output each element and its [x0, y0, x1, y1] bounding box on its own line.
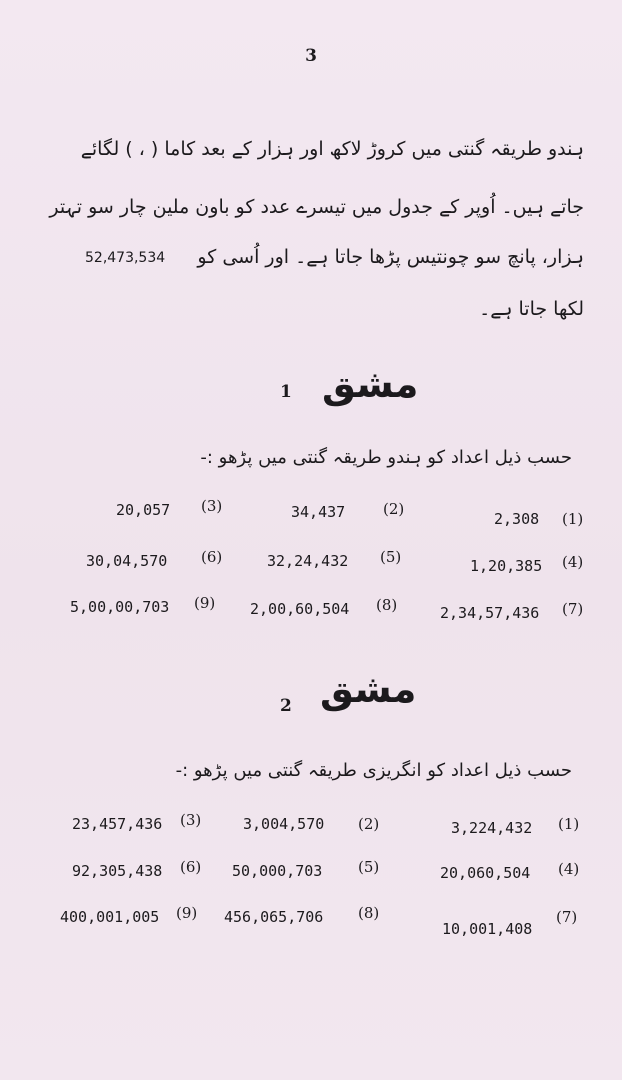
exercise-1-marker: (2) — [383, 500, 405, 518]
exercise-1-marker: (6) — [201, 548, 223, 566]
exercise-1-value: 30,04,570 — [86, 552, 168, 570]
exercise-2-marker: (8) — [358, 904, 380, 922]
exercise-2-value: 3,224,432 — [451, 819, 533, 837]
exercise-1-marker: (7) — [562, 600, 584, 618]
exercise-2-title: مشق — [320, 667, 417, 711]
exercise-1-value: 2,308 — [494, 510, 540, 528]
paragraph-inline-number: 52,473,534 — [85, 250, 166, 266]
exercise-1-value: 5,00,00,703 — [70, 598, 170, 616]
exercise-2-value: 10,001,408 — [442, 920, 533, 938]
exercise-1-number: 1 — [280, 382, 292, 402]
exercise-1-value: 20,057 — [116, 501, 171, 519]
exercise-2-marker: (4) — [558, 860, 580, 878]
exercise-1-marker: (3) — [201, 497, 223, 515]
paragraph-line-2: جاتے ہیں۔ اُوپر کے جدول میں تیسرے عدد کو باون ملین چار سو تہتر — [49, 196, 584, 218]
exercise-1-marker: (5) — [380, 548, 402, 566]
exercise-1-value: 2,00,60,504 — [250, 600, 350, 618]
exercise-1-title: مشق — [322, 362, 419, 406]
exercise-2-marker: (6) — [180, 858, 202, 876]
exercise-1-value: 32,24,432 — [267, 552, 349, 570]
page-number: 3 — [305, 46, 317, 66]
paragraph-line-4: لکھا جاتا ہے۔ — [479, 298, 584, 320]
exercise-2-marker: (1) — [558, 815, 580, 833]
exercise-2-marker: (3) — [180, 811, 202, 829]
exercise-1-value: 34,437 — [291, 503, 346, 521]
paragraph-line-1: ہندو طریقہ گنتی میں کروڑ لاکھ اور ہزار کے بعد کاما ( ، ) لگائے — [80, 138, 584, 160]
exercise-1-value: 1,20,385 — [470, 557, 543, 575]
exercise-2-value: 456,065,706 — [224, 908, 324, 926]
exercise-2-marker: (5) — [358, 858, 380, 876]
exercise-2-instruction: حسب ذیل اعداد کو انگریزی طریقہ گنتی میں پڑھو :- — [175, 760, 572, 781]
exercise-2-marker: (2) — [358, 815, 380, 833]
exercise-2-value: 3,004,570 — [243, 815, 325, 833]
exercise-1-value: 2,34,57,436 — [440, 604, 540, 622]
exercise-2-value: 400,001,005 — [60, 908, 160, 926]
exercise-2-marker: (9) — [176, 904, 198, 922]
paragraph-line-3: ہزار، پانچ سو چونتیس پڑھا جاتا ہے۔ اور اُسی کو — [197, 246, 584, 268]
exercise-2-value: 23,457,436 — [72, 815, 163, 833]
exercise-1-marker: (8) — [376, 596, 398, 614]
exercise-1-instruction: حسب ذیل اعداد کو ہندو طریقہ گنتی میں پڑھو :- — [200, 447, 572, 468]
exercise-1-marker: (9) — [194, 594, 216, 612]
exercise-2-value: 92,305,438 — [72, 862, 163, 880]
exercise-1-marker: (4) — [562, 553, 584, 571]
exercise-2-marker: (7) — [556, 908, 578, 926]
exercise-1-marker: (1) — [562, 510, 584, 528]
exercise-2-number: 2 — [280, 696, 292, 716]
exercise-2-value: 20,060,504 — [440, 864, 531, 882]
exercise-2-value: 50,000,703 — [232, 862, 323, 880]
